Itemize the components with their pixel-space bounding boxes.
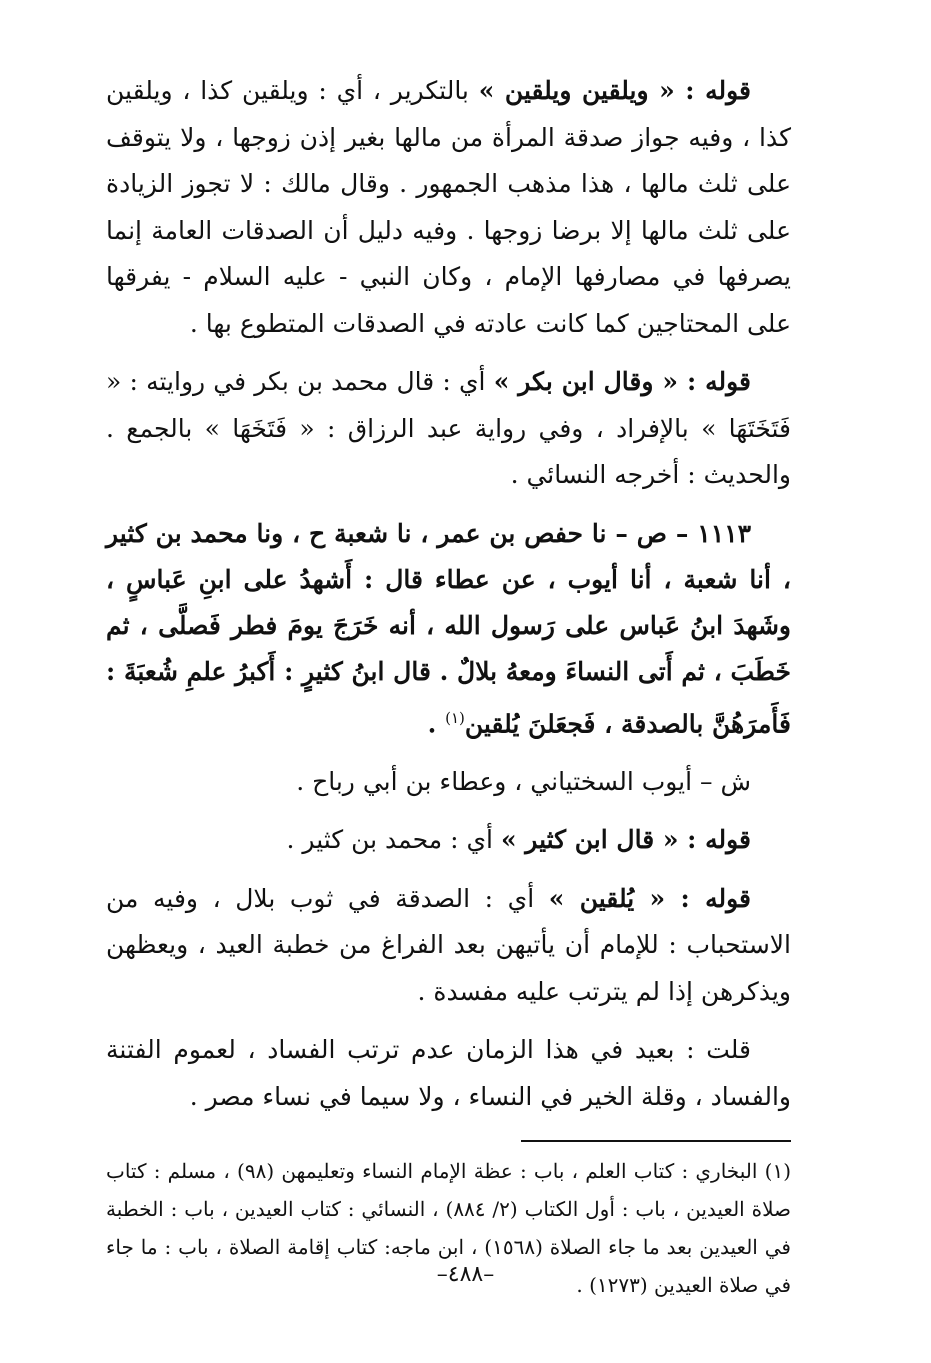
paragraph-lead: قوله : « وقال ابن بكر » bbox=[493, 367, 752, 396]
paragraph-body: قلت : بعيد في هذا الزمان عدم ترتب الفساد ، لعموم الفتنة والفساد ، وقلة الخير في النساء ، ولا سيما في نساء مصر . bbox=[106, 1035, 791, 1111]
paragraph-body: أي : الصدقة في ثوب بلال ، وفيه من الاستحباب : للإمام أن يأتيهن بعد الفراغ من خطبة العيد ، ويعظهن ويذكرهن إذا لم يترتب عليه مفسدة . bbox=[106, 883, 791, 1006]
paragraph-body: بالتكرير ، أي : ويلقين كذا ، ويلقين كذا ، وفيه جواز صدقة المرأة من مالها بغير إذن زوجها ، ولا يتوقف على ثلث مالها ، هذا مذهب الجمهور . وقال مالك : لا تجوز الزيادة على ثلث مالها إلا برضا زوجها . وفيه دليل أن الصدقات العامة إنما يصرفها في مصارفها الإمام ، وكان النبي - عليه السلام - يفرقها على المحتاجين كما كانت عادته في الصدقات المتطوع بها . bbox=[106, 76, 791, 338]
paragraph-narrators bbox=[106, 759, 791, 806]
footnote-reference[interactable]: (١) bbox=[445, 708, 465, 727]
hadith-text bbox=[106, 511, 791, 747]
hadith-body: ١١١٣ – ص – نا حفص بن عمر ، نا شعبة ح ، ونا محمد بن كثير ، أنا شعبة ، أنا أيوب ، عن عطاء قال : أَشهدُ على ابنِ عَباسٍ ، وشَهدَ ابنُ عَباس على رَسول الله ، أنه خَرَجَ يومَ فطر فَصلَّى ، ثم خَطَبَ ، ثم أَتى النساءَ ومعهُ بلالٌ . قال ابنُ كثيرٍ : أَكبرُ علمِ شُعبَةَ : فَأَمرَهُنَّ بالصدقة ، فَجعَلنَ يُلقين bbox=[106, 518, 791, 738]
paragraph-commentary-1 bbox=[106, 68, 791, 347]
paragraph-commentary-4 bbox=[106, 876, 791, 1016]
hadith-end: . bbox=[427, 708, 446, 738]
paragraph-lead: قوله : « يُلقين » bbox=[548, 883, 751, 913]
paragraph-commentary-3 bbox=[106, 817, 791, 864]
paragraph-body: أي : محمد بن كثير . bbox=[286, 825, 501, 855]
main-text bbox=[106, 68, 791, 1120]
paragraph-body: ش – أيوب السختياني ، وعطاء بن أبي رباح . bbox=[296, 766, 751, 796]
paragraph-body: أي : قال محمد بن بكر في روايته : « فَتَخَتَهَا » بالإفراد ، وفي رواية عبد الرزاق : « فَتَخَهَا » بالجمع . والحديث : أخرجه النسائي . bbox=[106, 367, 791, 489]
paragraph-commentary-2 bbox=[106, 359, 791, 499]
footnote-1: (١) البخاري : كتاب العلم ، باب : عظة الإمام النساء وتعليمهن (٩٨) ، مسلم : كتاب صلاة العيدين ، باب : أول الكتاب (٢/ ٨٨٤) ، النسائي : كتاب العيدين ، باب : الخطبة في العيدين بعد ما جاء الصلاة (١٥٦٨) ، ابن ماجه: كتاب إقامة الصلاة ، باب : ما جاء في صلاة العيدين (١٢٧٣) . bbox=[106, 1159, 791, 1298]
page-number: –٤٨٨– bbox=[436, 1262, 495, 1287]
paragraph-lead: قوله : « قال ابن كثير » bbox=[500, 825, 751, 855]
paragraph-remark bbox=[106, 1027, 791, 1120]
footnote-separator bbox=[521, 1140, 791, 1142]
paragraph-lead: قوله : « ويلقين ويلقين » bbox=[478, 76, 751, 105]
